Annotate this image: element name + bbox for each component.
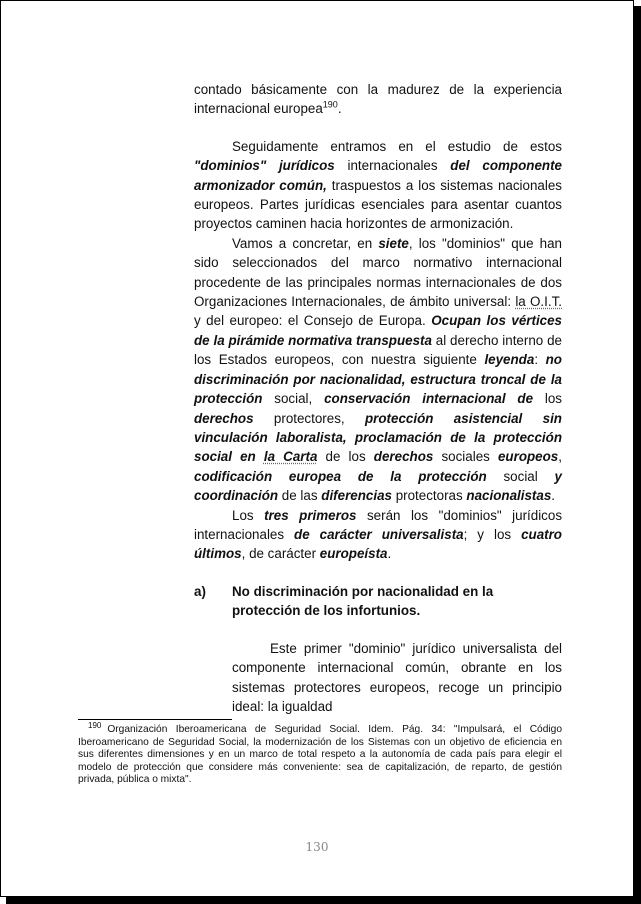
main-text: [194, 80, 562, 564]
section-title: No discriminación por nacionalidad en la protección de los infortunios.: [232, 584, 494, 619]
paragraph-1: contado básicamente con la madurez de la experiencia internacional europea$^{190}$.: [194, 82, 562, 117]
section-text: [232, 639, 562, 717]
section-letter: a): [194, 584, 206, 599]
footnote-text: Organización Iberoamericana de Seguridad Social. Idem. Pág. 34: "Impulsará, el Código Iberoamericano de Seguridad Social, la modernización de los Sistemas con un objetivo de eficiencia en sus diferentes dimensiones y en un marco de total respeto a la autonomía de cada país para elegir el modelo de protección que considere más conveniente: sea de capitalización, de reparto, de gestión privada, pública o mixta".: [78, 724, 562, 786]
paragraph-4: Los tres primeros serán los "dominios" jurídicos internacionales de carácter universalista; y los cuatro últimos, de carácter europeísta.: [194, 507, 563, 562]
section-heading: [194, 582, 564, 621]
page-number: 130: [305, 840, 329, 854]
paragraph-3: Vamos a concretar, en siete, los "dominios" que han sido seleccionados del marco normativo internacional procedente de las principales normas internacionales de dos Organizaciones Internacionales, de ámbito universal: la O.I.T. y del europeo: el Consejo de Europa. Ocupan los vértices de la pirámide normativa transpuesta al derecho interno de los Estados europeos, con nuestra siguiente leyenda: no discriminación por nacionalidad, estructura troncal de la protección social, conservación internacional de los derechos protectores, protección asistencial sin vinculación laboralista, proclamación de la protección social en la Carta de los derechos sociales europeos, codificación europea de la protección social y coordinación de las diferencias protectoras nacionalistas.: [194, 235, 563, 504]
paragraph-2: Seguidamente entramos en el estudio de estos "dominios" jurídicos internacionales del componente armonizador común, traspuestos a los sistemas nacionales europeos. Partes jurídicas esenciales para asentar cuantos proyectos caminen hacia horizontes de armonización.: [194, 138, 562, 232]
page-shadow-bottom: [6, 897, 641, 904]
page-shadow-right: [634, 6, 641, 904]
paragraph-5: Este primer "dominio" jurídico universalista del componente internacional común, obrante en los sistemas protectores europeos, recoge un principio ideal: la igualdad: [232, 641, 562, 715]
footnote: [78, 720, 562, 787]
footnote-number: 190: [88, 720, 102, 730]
footnote-separator: [78, 719, 232, 720]
paragraph-gap: [194, 119, 562, 137]
footnote-ref[interactable]: 190: [322, 99, 338, 110]
